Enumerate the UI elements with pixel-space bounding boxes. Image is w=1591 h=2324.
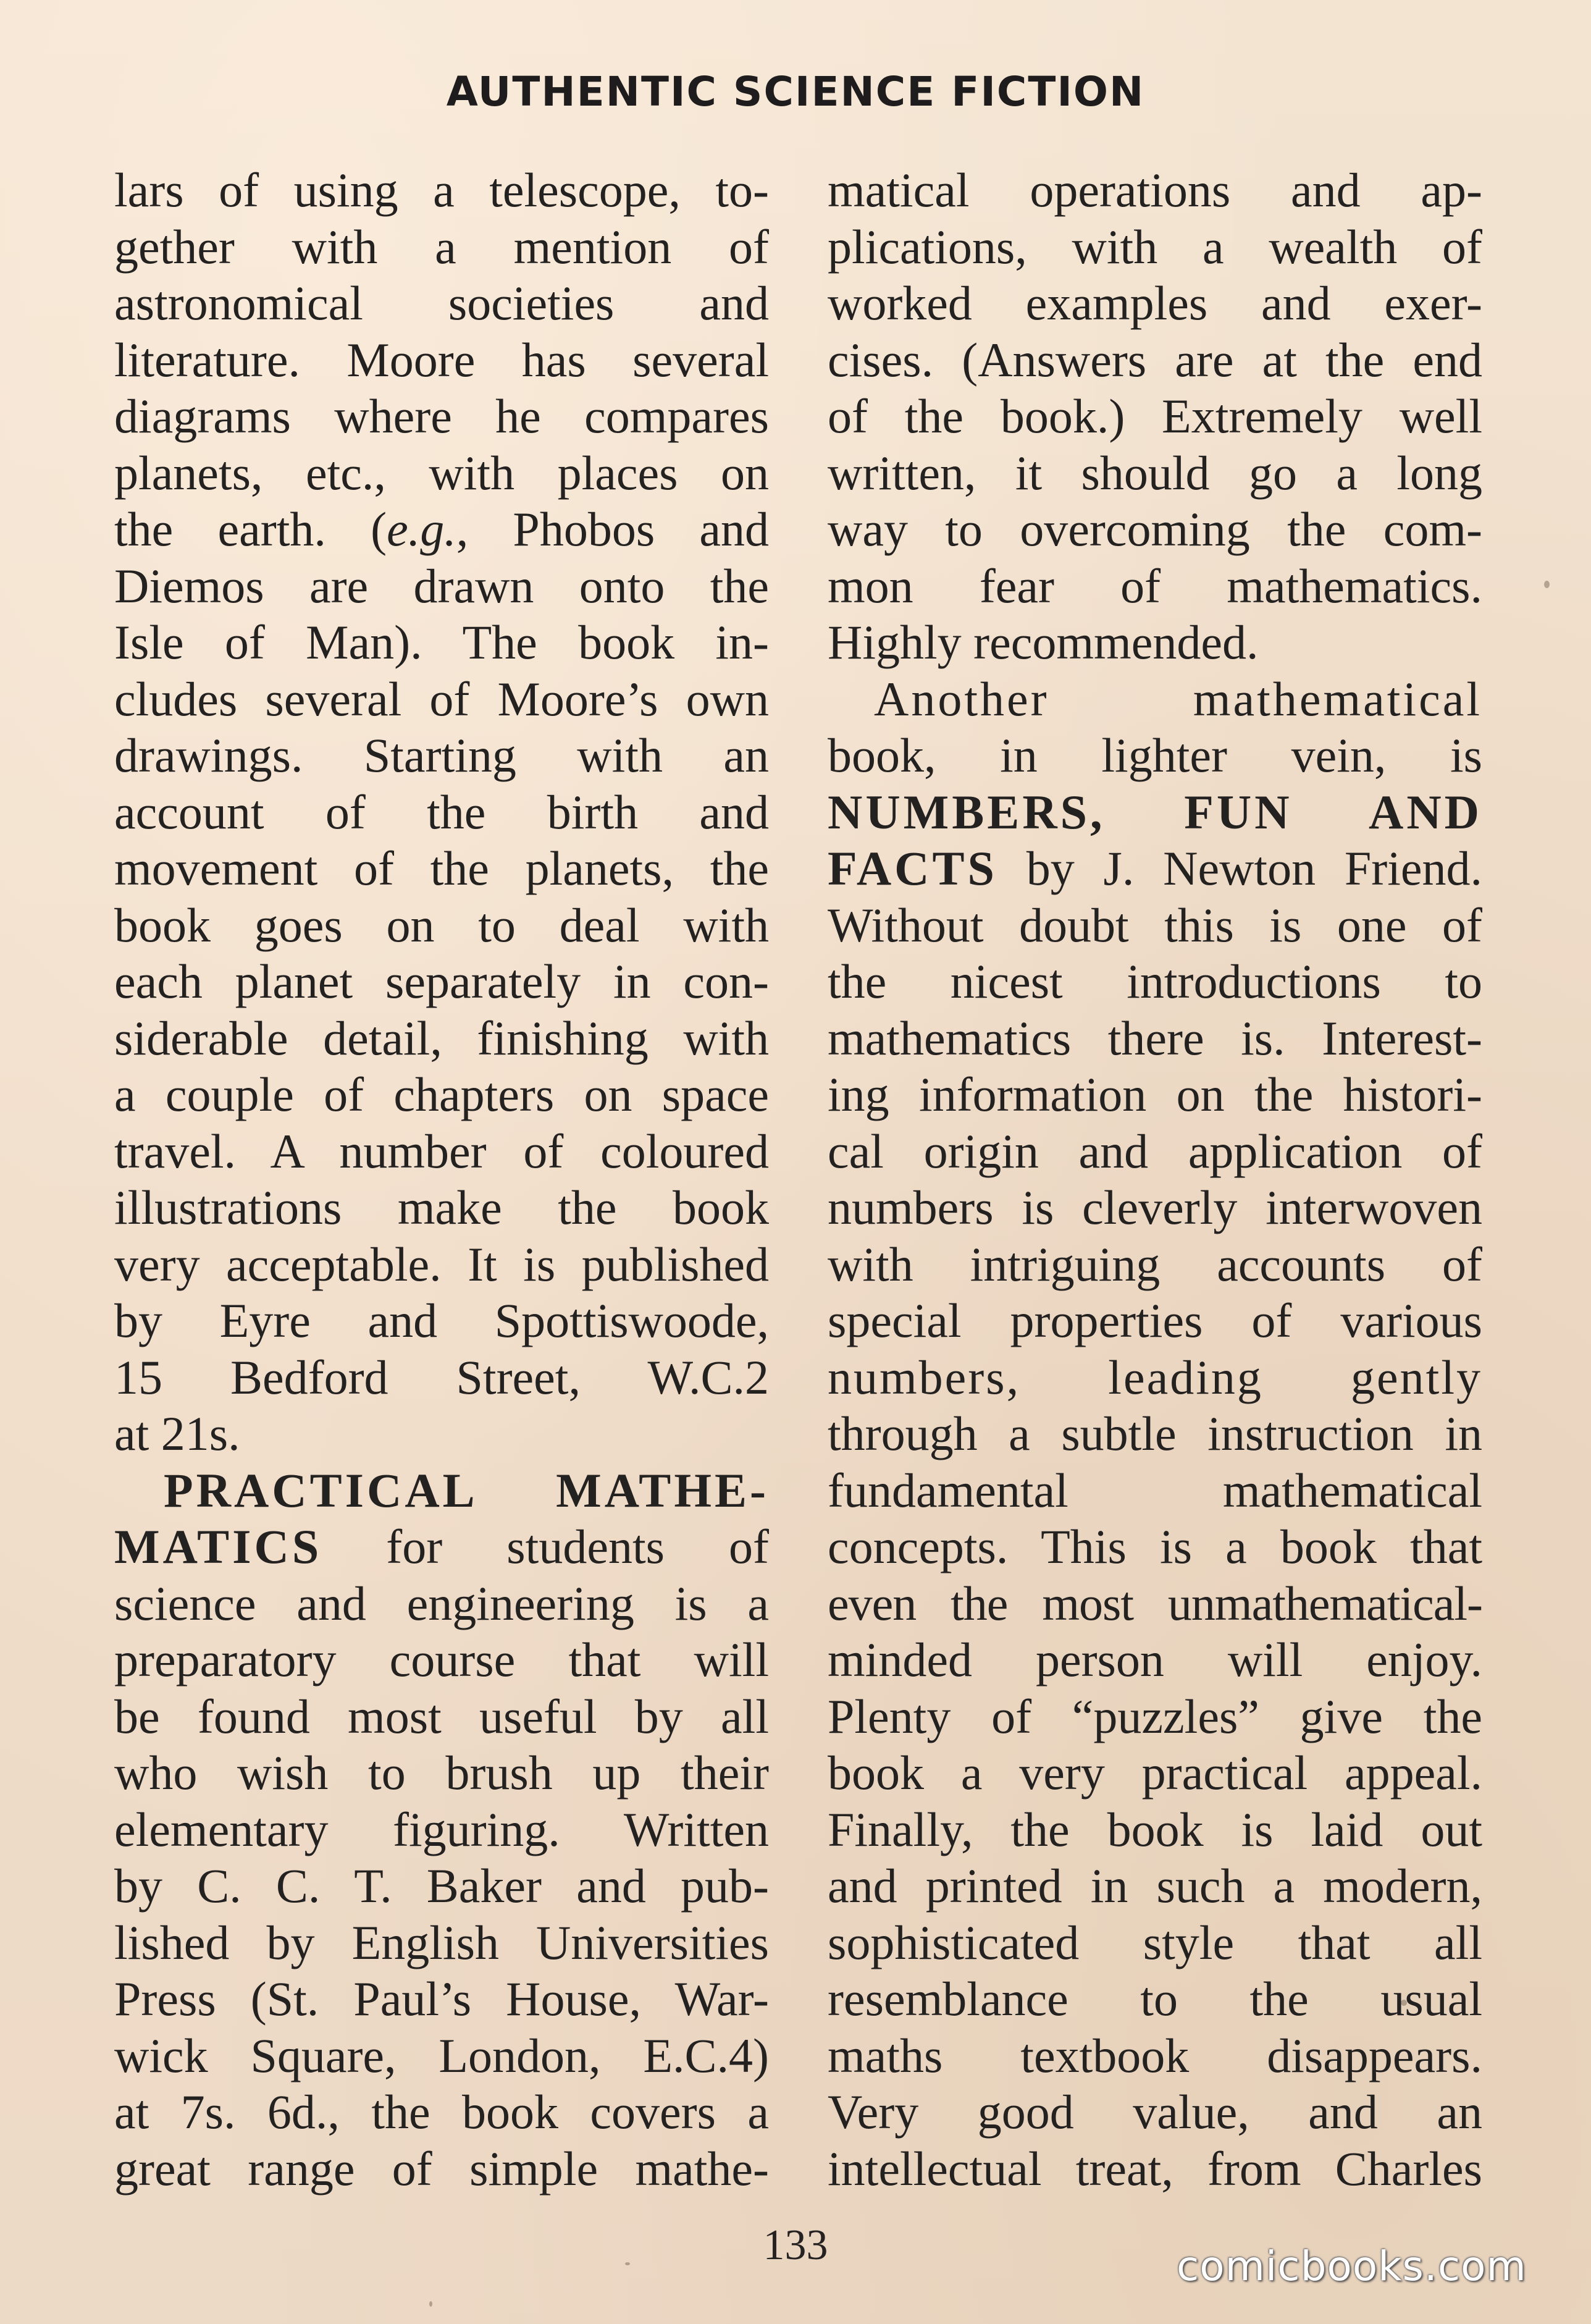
text-line: of the book.) Extremely well bbox=[828, 389, 1482, 443]
text-line: a couple of chapters on space bbox=[114, 1067, 769, 1121]
text-line: book, in lighter vein, is bbox=[828, 728, 1482, 782]
text-line: special properties of various bbox=[828, 1294, 1482, 1347]
text-line: account of the birth and bbox=[114, 785, 769, 839]
text-line: planets, etc., with places on bbox=[114, 445, 769, 500]
text-line: sophisticated style that all bbox=[828, 1915, 1482, 1969]
text-line: the nicest introductions to bbox=[828, 954, 1482, 1008]
text-line: diagrams where he compares bbox=[114, 389, 769, 443]
text-line: Highly recommended. bbox=[828, 615, 1259, 669]
text-line: preparatory course that will bbox=[114, 1633, 769, 1686]
text-line: cises. (Answers are at the end bbox=[828, 332, 1482, 387]
text-line bbox=[114, 1518, 769, 1575]
watermark: comicbooks.com bbox=[1177, 2242, 1527, 2290]
text-run: for students of bbox=[386, 1520, 769, 1573]
text-line: by C. C. T. Baker and pub- bbox=[114, 1859, 769, 1913]
text-line: and printed in such a modern, bbox=[828, 1859, 1482, 1913]
text-line: plications, with a wealth of bbox=[828, 219, 1482, 274]
left-column bbox=[114, 162, 769, 2197]
text-line: fundamental mathematical bbox=[828, 1463, 1482, 1517]
text-line: elementary figuring. Written bbox=[114, 1802, 769, 1856]
text-line: cal origin and application of bbox=[828, 1124, 1482, 1178]
text-line: be found most useful by all bbox=[114, 1689, 769, 1743]
text-line: Diemos are drawn onto the bbox=[114, 558, 769, 613]
text-run: , Phobos and bbox=[456, 502, 770, 556]
text-line: each planet separately in con- bbox=[114, 954, 769, 1008]
book-title-line bbox=[114, 1462, 769, 1519]
text-line: at 21s. bbox=[114, 1407, 240, 1460]
text-line: written, it should go a long bbox=[828, 445, 1482, 500]
text-line: drawings. Starting with an bbox=[114, 728, 769, 782]
text-line: intellectual treat, from Charles bbox=[828, 2141, 1482, 2196]
book-title: MATICS bbox=[114, 1520, 322, 1573]
text-line: minded person will enjoy. bbox=[828, 1633, 1482, 1686]
text-line bbox=[114, 501, 769, 558]
text-line: concepts. This is a book that bbox=[828, 1520, 1482, 1573]
page-number: 133 bbox=[763, 2221, 828, 2269]
text-line: science and engineering is a bbox=[114, 1576, 769, 1630]
text-line: numbers, leading gently bbox=[828, 1350, 1482, 1404]
text-line: cludes several of Moore’s own bbox=[114, 672, 769, 726]
text-line: Press (St. Paul’s House, War- bbox=[114, 1972, 769, 2026]
text-line: gether with a mention of bbox=[114, 219, 769, 274]
paper-speck bbox=[1401, 2000, 1407, 2006]
text-line: book a very practical appeal. bbox=[828, 1746, 1482, 1800]
text-line: travel. A number of coloured bbox=[114, 1124, 769, 1178]
text-line: book goes on to deal with bbox=[114, 898, 769, 952]
text-line: mathematics there is. Interest- bbox=[828, 1011, 1482, 1065]
text-line: maths textbook disappears. bbox=[828, 2028, 1482, 2082]
paper-speck bbox=[625, 2262, 630, 2265]
text-line: who wish to brush up their bbox=[114, 1746, 769, 1800]
text-line: wick Square, London, E.C.4) bbox=[114, 2028, 769, 2082]
paper-speck bbox=[429, 2301, 432, 2307]
text-line: at 7s. 6d., the book covers a bbox=[114, 2085, 769, 2139]
text-line: Very good value, and an bbox=[828, 2085, 1482, 2139]
book-title: PRACTICAL MATHE- bbox=[164, 1463, 769, 1517]
text-line: through a subtle instruction in bbox=[828, 1407, 1482, 1460]
text-line: numbers is cleverly interwoven bbox=[828, 1181, 1482, 1234]
text-line: Another mathematical bbox=[874, 672, 1482, 726]
text-run: the earth. ( bbox=[114, 502, 387, 556]
text-run: by J. Newton Friend. bbox=[1026, 841, 1482, 895]
text-line: literature. Moore has several bbox=[114, 332, 769, 387]
book-title: NUMBERS, FUN AND bbox=[828, 785, 1482, 839]
text-line: resemblance to the usual bbox=[828, 1972, 1482, 2026]
text-line: worked examples and exer- bbox=[828, 276, 1482, 330]
text-line: lished by English Universities bbox=[114, 1915, 769, 1969]
text-line: Isle of Man). The book in- bbox=[114, 615, 769, 669]
text-line: Plenty of “puzzles” give the bbox=[828, 1689, 1482, 1743]
text-line: movement of the planets, the bbox=[114, 841, 769, 895]
text-line: even the most unmathematical- bbox=[828, 1576, 1482, 1630]
text-line bbox=[828, 840, 1482, 897]
paper-speck bbox=[1544, 581, 1550, 588]
text-line: Finally, the book is laid out bbox=[828, 1802, 1482, 1856]
text-line: matical operations and ap- bbox=[828, 163, 1482, 217]
text-line: illustrations make the book bbox=[114, 1181, 769, 1234]
text-line: very acceptable. It is published bbox=[114, 1237, 769, 1291]
text-line: lars of using a telescope, to- bbox=[114, 163, 769, 217]
text-line: by Eyre and Spottiswoode, bbox=[114, 1294, 769, 1347]
text-line: mon fear of mathematics. bbox=[828, 558, 1482, 613]
text-line: great range of simple mathe- bbox=[114, 2141, 769, 2196]
running-head: AUTHENTIC SCIENCE FICTION bbox=[446, 68, 1145, 116]
italic-abbreviation: e.g. bbox=[387, 502, 456, 556]
text-line: 15 Bedford Street, W.C.2 bbox=[114, 1350, 769, 1404]
text-line: astronomical societies and bbox=[114, 276, 769, 330]
book-title: FACTS bbox=[828, 841, 997, 895]
book-title-line bbox=[828, 784, 1482, 841]
text-line: with intriguing accounts of bbox=[828, 1237, 1482, 1291]
text-line: way to overcoming the com- bbox=[828, 502, 1482, 556]
text-line: ing information on the histori- bbox=[828, 1067, 1482, 1121]
text-line: siderable detail, finishing with bbox=[114, 1011, 769, 1065]
text-line: Without doubt this is one of bbox=[828, 898, 1482, 952]
right-column bbox=[828, 162, 1482, 2197]
